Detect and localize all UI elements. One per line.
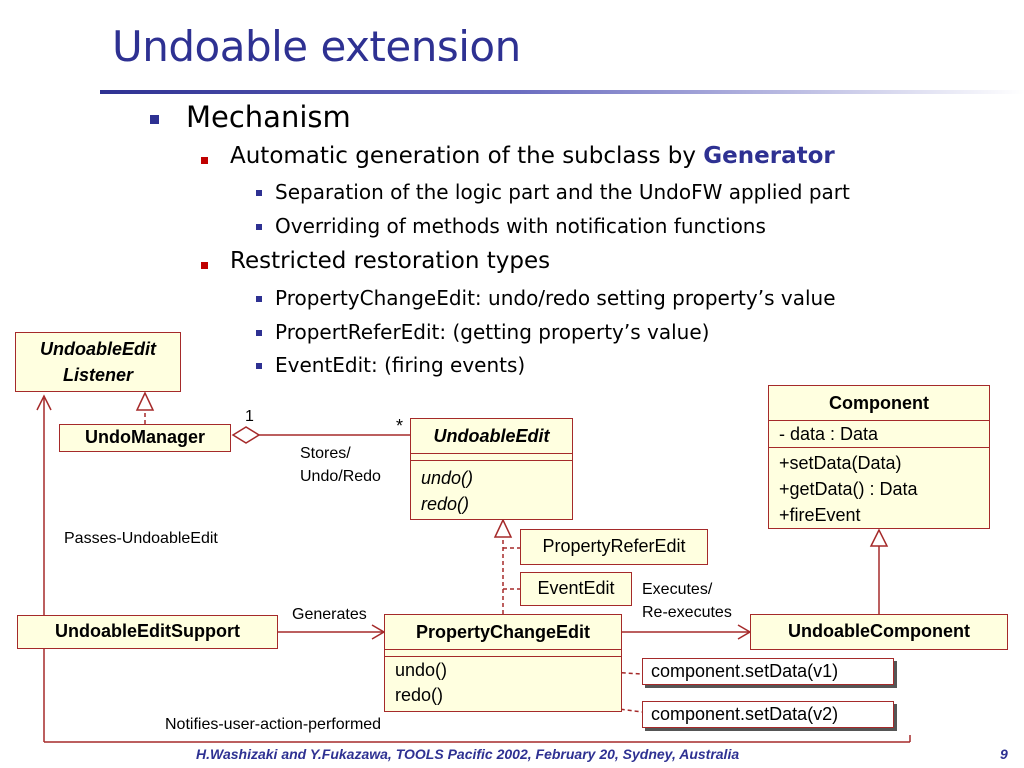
undoable-edit-name: UndoableEdit [433,426,550,446]
get-data-op: +getData() : Data [779,479,918,499]
stores-label: Stores/ [300,445,351,462]
operations-compartment [385,656,621,709]
re-executes-label: Re-executes [642,604,732,621]
notifies-label: Notifies-user-action-performed [165,716,382,733]
event-edit-class [520,572,632,606]
support-name: UndoableEditSupport [55,621,240,641]
multiplicity-one: 1 [245,408,254,425]
bullet-text: Automatic generation of the subclass by [230,143,704,169]
set-data-op: +setData(Data) [779,453,902,473]
undo-op: undo() [395,660,448,680]
multiplicity-many: * [396,416,404,436]
bullet-mechanism: Mechanism [186,100,351,134]
generates-label: Generates [292,606,367,623]
bullet-event-edit: EventEdit: (firing events) [275,353,526,377]
component-class [768,385,990,529]
redo-op: redo() [421,494,470,514]
attribute-compartment [411,453,572,460]
undoable-component-name: UndoableComponent [788,621,970,641]
undo-redo-label: Undo/Redo [300,468,381,485]
component-attribute: - data : Data [769,420,989,447]
component-operations [769,447,989,530]
operations-compartment [411,460,572,521]
slide-title: Undoable extension [112,22,521,71]
bullet-separation: Separation of the logic part and the UndoFW applied part [275,180,850,204]
generator-emphasis: Generator [703,143,835,169]
bullet-restricted: Restricted restoration types [230,248,551,274]
undo-op: undo() [421,468,474,488]
undoable-component-class [750,614,1008,650]
redo-op: redo() [395,685,444,705]
page-number: 9 [1000,746,1008,762]
bullet-overriding: Overriding of methods with notification functions [275,214,766,238]
undo-manager-name: UndoManager [84,427,205,447]
executes-label: Executes/ [642,581,713,598]
realization-arrowhead [137,393,153,410]
fire-event-op: +fireEvent [779,505,861,525]
passes-label: Passes-UndoableEdit [64,530,218,547]
bullet-property-refer-edit: PropertReferEdit: (getting property’s value) [275,320,710,344]
undoable-edit-support-class [17,615,278,649]
attribute-compartment [385,649,621,656]
note-set-data-v2: component.setData(v2) [642,701,894,728]
property-refer-edit-name: PropertyReferEdit [542,536,686,556]
listener-name-line1: UndoableEdit [40,339,156,359]
bullet-property-change-edit: PropertyChangeEdit: undo/redo setting property’s value [275,286,836,310]
property-change-edit-name: PropertyChangeEdit [415,622,591,642]
property-change-edit-class [384,614,622,712]
note-set-data-v1: component.setData(v1) [642,658,894,685]
footer-citation: H.Washizaki and Y.Fukazawa, TOOLS Pacific 2002, February 20, Sydney, Australia [196,746,740,762]
event-edit-name: EventEdit [537,578,615,598]
undo-manager-class [59,424,231,452]
undoable-edit-class [410,418,573,520]
component-name: Component [829,393,929,413]
property-refer-edit-class [520,529,708,565]
undoable-edit-listener-class [15,332,181,392]
generalization-arrowhead [871,530,887,546]
aggregation-diamond [233,427,259,443]
realization-arrowhead [495,520,511,537]
listener-name-line2: Listener [62,365,134,385]
